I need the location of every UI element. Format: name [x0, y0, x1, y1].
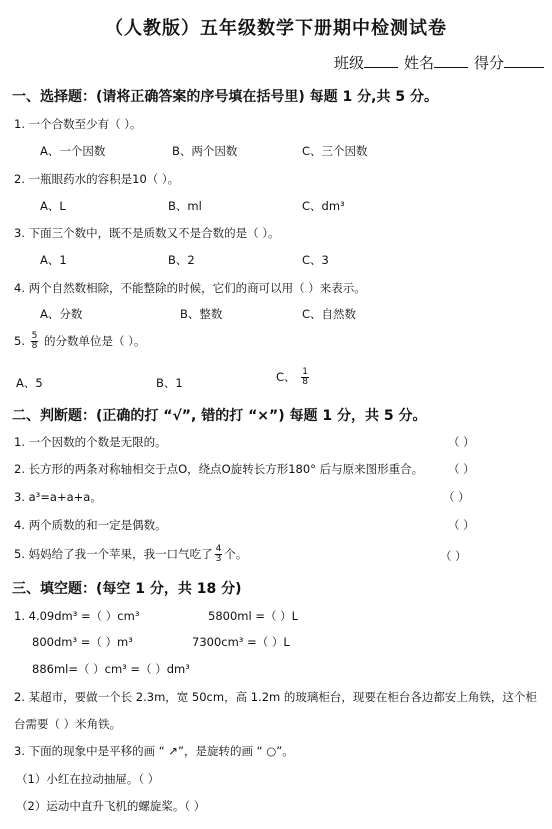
s3-q3-item-1: （1）小红在拉动抽屉。（ ）	[16, 772, 160, 786]
fraction-5-8	[31, 332, 39, 351]
fraction-denominator: 8	[302, 377, 308, 387]
s3-q1-line1-a: 1. 4.09dm³ =（ ）cm³	[14, 609, 140, 623]
fraction-1-8	[301, 368, 309, 387]
s2-q1-answer-paren[interactable]: （ ）	[448, 435, 475, 449]
name-label: 姓名	[403, 54, 434, 72]
s1-question-5	[14, 332, 145, 351]
s1-q1-option-a: A、一个因数	[40, 144, 106, 158]
s3-q3-item-2: （2）运动中直升飞机的螺旋桨。（ ）	[16, 799, 206, 813]
s2-question-4: 4. 两个质数的和一定是偶数。	[14, 518, 167, 532]
s1-q3-option-b: B、2	[168, 253, 195, 267]
s2-q2-answer-paren[interactable]: （ ）	[448, 462, 475, 476]
student-info	[328, 52, 544, 73]
s1-q1-option-c: C、三个因数	[302, 144, 368, 158]
s2-q5-tail: 个。	[224, 547, 248, 561]
s1-q1-option-b: B、两个因数	[172, 144, 238, 158]
s1-q3-option-c: C、3	[302, 253, 329, 267]
s1-question-1: 1. 一个合数至少有（ ）。	[14, 117, 142, 131]
s1-question-3: 3. 下面三个数中，既不是质数又不是合数的是（ ）。	[14, 226, 280, 240]
fraction-4-3	[215, 545, 223, 564]
class-blank[interactable]	[364, 52, 398, 68]
s1-question-4: 4. 两个自然数相除，不能整除的时候，它们的商可以用（ ）来表示。	[14, 281, 366, 295]
page-title: （人教版）五年级数学下册期中检测试卷	[105, 18, 447, 39]
s1-q5-option-c-label: C、	[276, 370, 296, 384]
s1-q3-option-a: A、1	[40, 253, 67, 267]
s2-question-3: 3. a³=a+a+a。	[14, 490, 102, 504]
s3-q1-line2-a: 800dm³ =（ ）m³	[32, 635, 133, 649]
s1-q4-option-a: A、分数	[40, 307, 83, 321]
fraction-denominator: 8	[31, 341, 38, 351]
s1-q2-option-a: A、L	[40, 199, 66, 213]
s2-question-1: 1. 一个因数的个数是无限的。	[14, 435, 167, 449]
s3-question-2-line1: 2. 某超市，要做一个长 2.3m，宽 50cm，高 1.2m 的玻璃柜台，现要在柜台各边都安上角铁，这个柜	[14, 690, 537, 704]
s1-q5-tail: 的分数单位是（ ）。	[44, 334, 146, 348]
s1-q5-option-b: B、1	[156, 376, 183, 390]
s3-question-2-line2: 台需要（ ）米角铁。	[14, 717, 122, 731]
section3-heading: 三、填空题：(每空 1 分，共 18 分)	[12, 581, 242, 597]
s1-q4-option-c: C、自然数	[302, 307, 357, 321]
s3-question-3: 3. 下面的现象中是平移的画 “ ↗”，是旋转的画 “ ○”。	[14, 744, 294, 758]
s1-q5-option-a: A、5	[16, 376, 43, 390]
s1-q4-option-b: B、整数	[180, 307, 223, 321]
fraction-numerator: 5	[31, 331, 38, 341]
s2-question-5	[14, 545, 247, 564]
s2-q5-head: 5. 妈妈给了我一个苹果，我一口气吃了	[14, 547, 213, 561]
s2-q5-answer-paren[interactable]: （ ）	[440, 549, 467, 563]
s1-q5-option-c	[276, 368, 311, 387]
score-label: 得分	[473, 54, 504, 72]
fraction-numerator: 1	[302, 367, 308, 377]
section1-heading: 一、选择题：(请将正确答案的序号填在括号里) 每题 1 分,共 5 分。	[12, 89, 438, 105]
s1-q5-number: 5.	[14, 334, 25, 348]
s2-q4-answer-paren[interactable]: （ ）	[448, 518, 475, 532]
section2-heading: 二、判断题：(正确的打 “√”, 错的打 “×”) 每题 1 分，共 5 分。	[12, 408, 427, 424]
score-blank[interactable]	[504, 52, 544, 68]
fraction-denominator: 3	[215, 554, 222, 564]
class-label: 班级	[333, 54, 364, 72]
s2-q3-answer-paren[interactable]: （ ）	[443, 490, 470, 504]
s1-q2-option-c: C、dm³	[302, 199, 345, 213]
s1-q2-option-b: B、ml	[168, 199, 202, 213]
fraction-numerator: 4	[215, 544, 222, 554]
s1-question-2: 2. 一瓶眼药水的容积是10（ ）。	[14, 172, 180, 186]
s2-question-2: 2. 长方形的两条对称轴相交于点O，绕点O旋转长方形180° 后与原来图形重合。	[14, 462, 424, 476]
name-blank[interactable]	[434, 52, 468, 68]
s3-q1-line3: 886ml=（ ）cm³ =（ ）dm³	[32, 662, 190, 676]
s3-q1-line2-b: 7300cm³ =（ ）L	[192, 635, 290, 649]
s3-q1-line1-b: 5800ml =（ ）L	[208, 609, 299, 623]
